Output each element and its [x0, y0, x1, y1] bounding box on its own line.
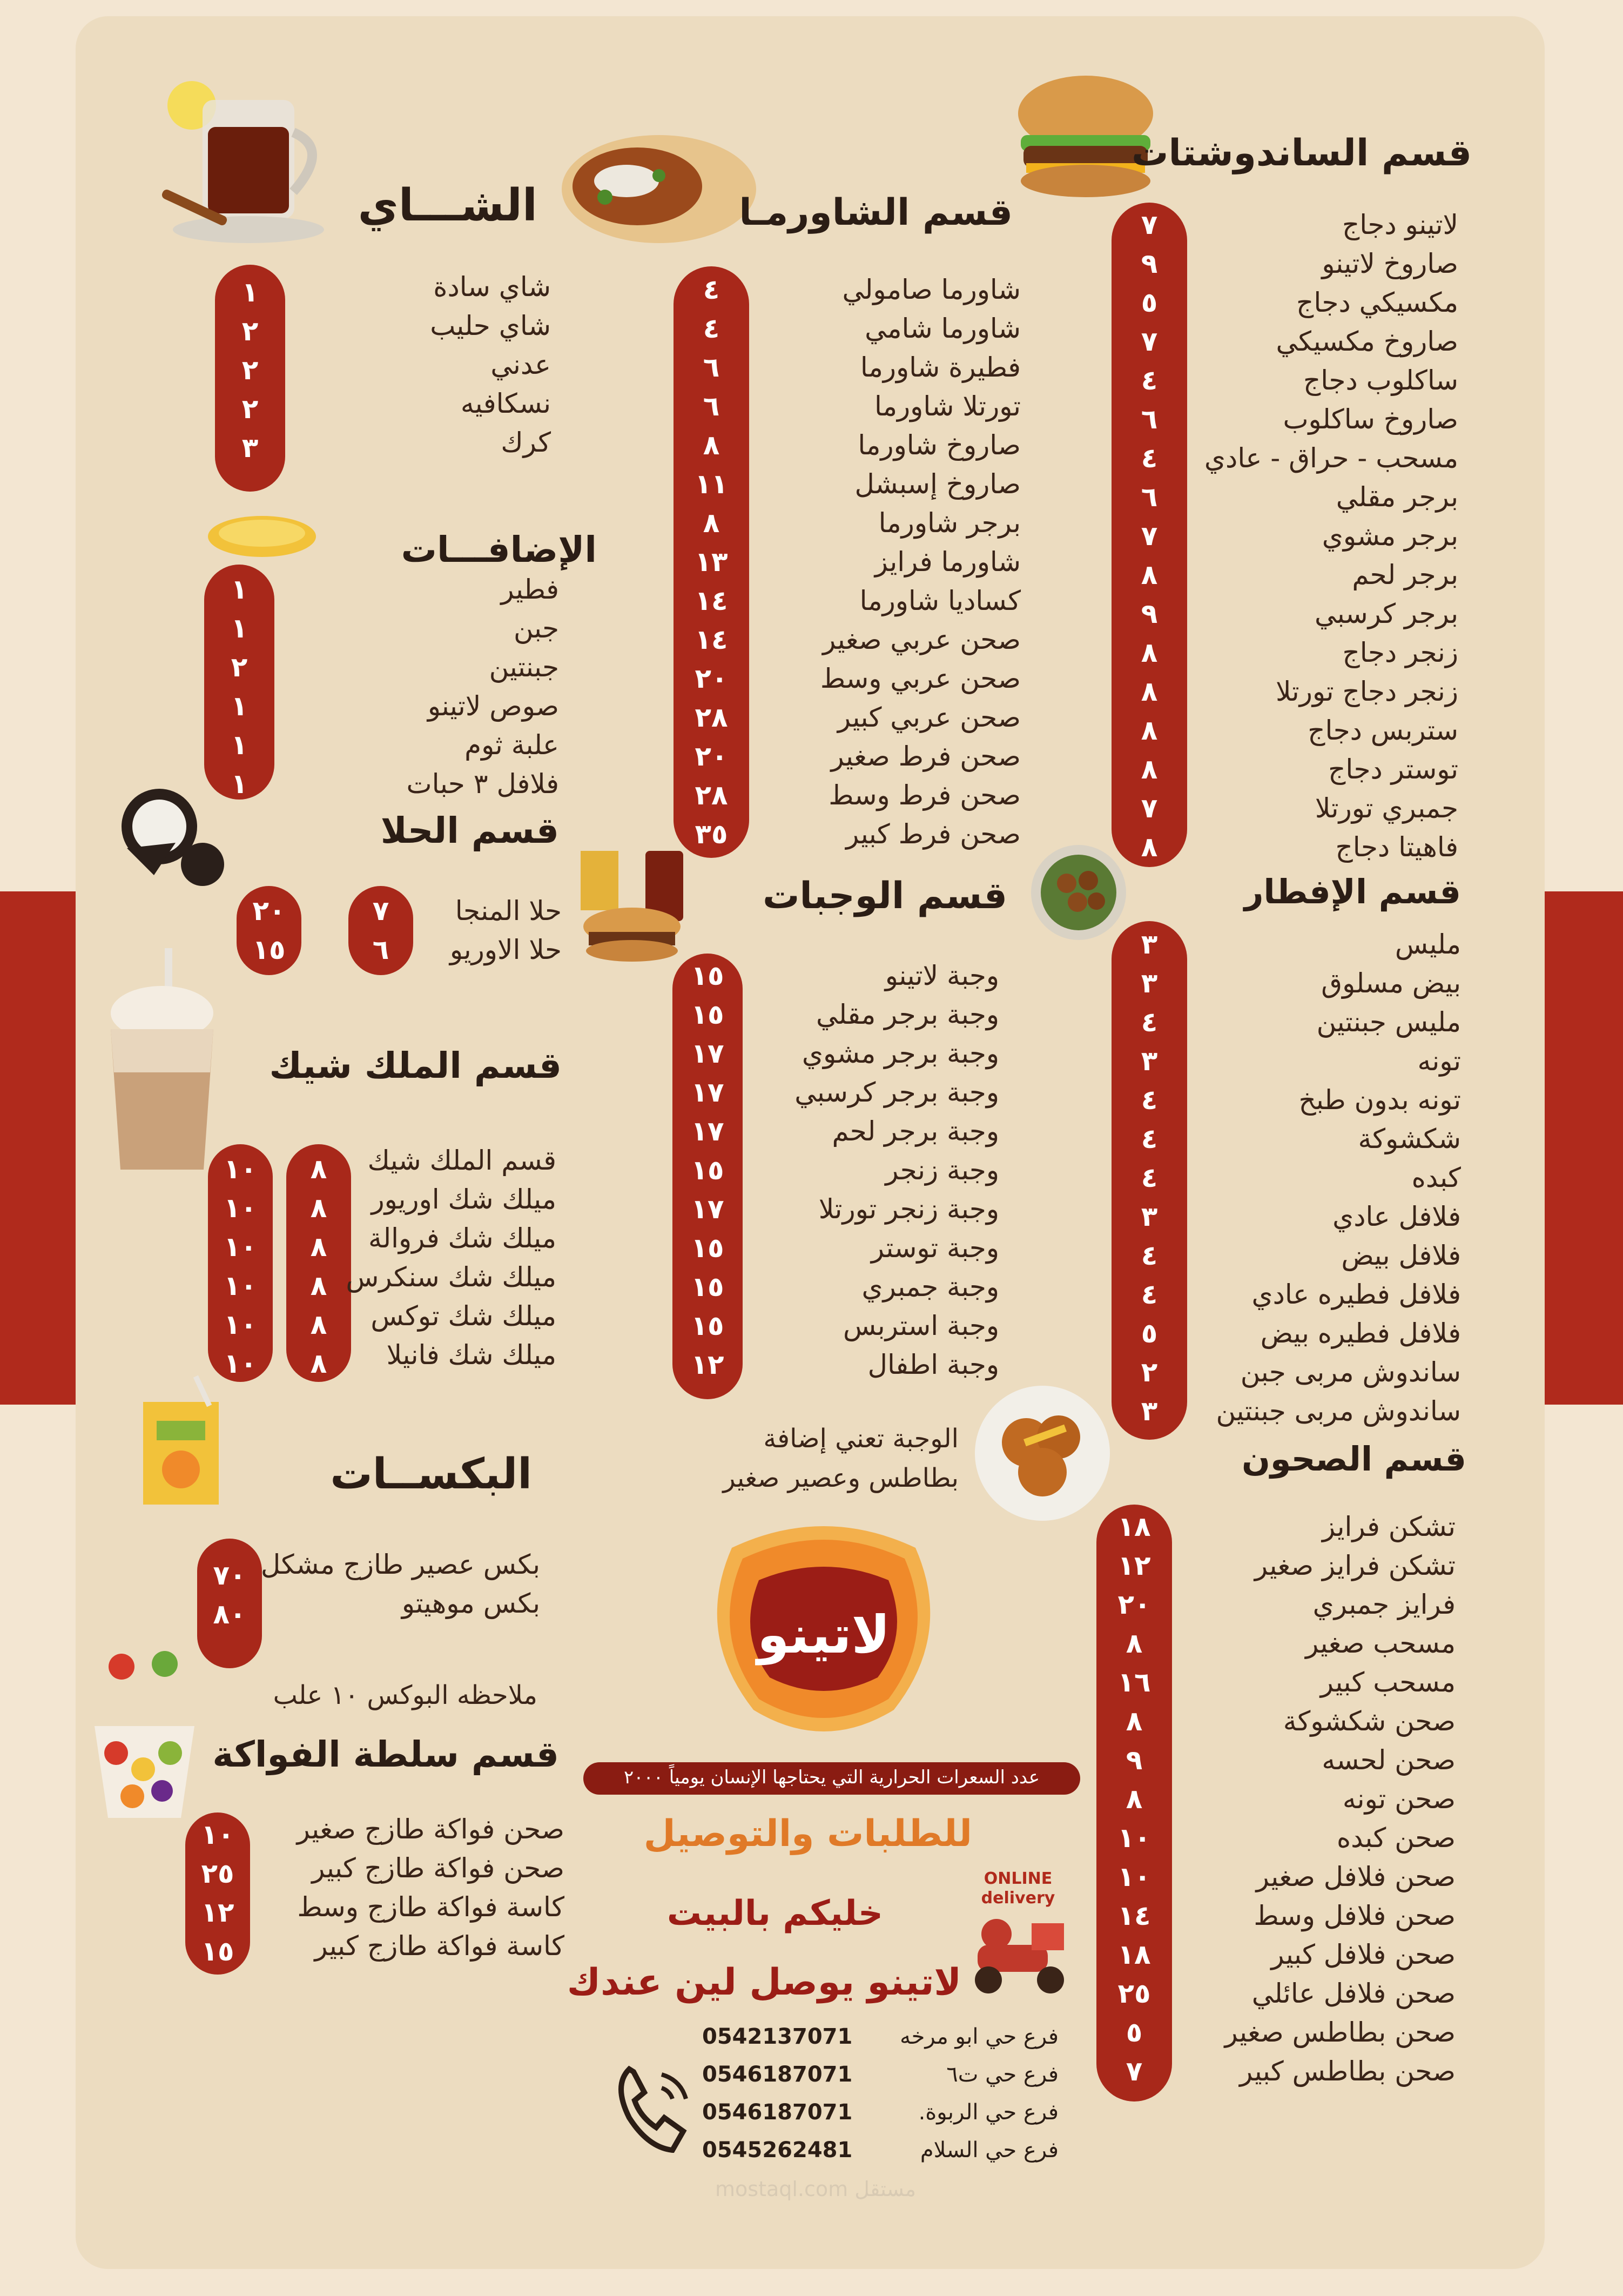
- price: ٢٠: [695, 663, 728, 694]
- branch-row: [702, 2056, 1059, 2093]
- meals-title: قسم الوجبات: [763, 875, 1007, 917]
- promo-stay-home: خليكم بالبيت: [666, 1894, 883, 1934]
- tea-image: [154, 68, 348, 254]
- price: ١٥: [252, 934, 286, 965]
- price: ٧٠: [213, 1560, 246, 1591]
- menu-item: جبنتين: [489, 652, 559, 683]
- price: ١٦: [1117, 1667, 1151, 1698]
- price: ٨: [310, 1192, 327, 1224]
- price: ١٢: [201, 1897, 234, 1928]
- tea-title: الشـــاي: [358, 180, 537, 231]
- price: ١٤: [695, 585, 728, 616]
- price: ٧: [1126, 2056, 1143, 2087]
- menu-item: مسحب - حراق - عادي: [1204, 442, 1458, 474]
- price: ٤: [1141, 1084, 1158, 1116]
- price: ٨: [1141, 831, 1158, 863]
- sandwiches-title: قسم الساندوشتات: [1132, 132, 1472, 174]
- menu-item: شاورما شامي: [865, 313, 1021, 344]
- menu-item: فلافل عادي: [1332, 1201, 1461, 1232]
- price: ١٠: [1117, 1822, 1151, 1854]
- menu-item: ساندوش مربى جبنتين: [1216, 1395, 1461, 1427]
- meals-list: [751, 956, 999, 1384]
- price: ١٥: [691, 960, 724, 991]
- menu-item: صاروخ لاتينو: [1322, 248, 1458, 279]
- breakfast-title: قسم الإفطار: [1244, 872, 1461, 911]
- milkshake-list: [340, 1141, 556, 1374]
- menu-item: كساديا شاورما: [859, 585, 1021, 616]
- fruit-salad-title: قسم سلطة الفواكة: [212, 1734, 559, 1775]
- menu-item: صحن فواكة طازج صغير: [297, 1814, 564, 1845]
- menu-item: برجر لحم: [1352, 559, 1458, 590]
- menu-item: مسحب كبير: [1320, 1667, 1456, 1698]
- menu-item: فطير: [501, 574, 559, 605]
- price: ١٥: [691, 1310, 724, 1341]
- menu-item: برجر كرسبي: [1315, 598, 1458, 629]
- price: ١٥: [691, 1271, 724, 1303]
- price: ١٨: [1117, 1511, 1151, 1542]
- price: ٢: [231, 652, 248, 683]
- branch-row: [702, 2093, 1059, 2131]
- price: ٧: [1141, 209, 1158, 240]
- price: ٨: [1126, 1783, 1143, 1815]
- menu-item: شاي سادة: [433, 271, 551, 303]
- price: ١٨: [1117, 1939, 1151, 1970]
- menu-item: وجبة جمبري: [861, 1271, 999, 1303]
- price: ١٥: [691, 999, 724, 1030]
- menu-item: وجبة برجر لحم: [832, 1116, 999, 1147]
- fruit-salad-image: [84, 1645, 205, 1823]
- menu-item: وجبة زنجر: [885, 1154, 999, 1186]
- price: ١٠: [224, 1153, 257, 1185]
- branch-row: [702, 2018, 1059, 2056]
- menu-item: فلافل فطيره بيض: [1260, 1318, 1461, 1349]
- logo-text: لاتينو: [757, 1604, 891, 1665]
- menu-item: فطيرة شاورما: [860, 352, 1021, 383]
- promo-delivery: لاتينو يوصل لين عندك: [567, 1961, 961, 2004]
- price: ٨: [1141, 559, 1158, 590]
- price: ٣: [1141, 1395, 1158, 1427]
- menu-item: ميلك شك فانيلا: [386, 1339, 556, 1371]
- menu-item: كرك: [501, 427, 551, 458]
- price: ٨: [310, 1231, 327, 1263]
- price: ٨: [703, 429, 720, 461]
- menu-item: تونه بدون طبخ: [1298, 1084, 1461, 1116]
- sweets-prices-b: [237, 891, 301, 969]
- menu-item: حلا الاوريو: [449, 934, 562, 965]
- menu-item: ستربس دجاج: [1308, 715, 1458, 746]
- menu-item: وجبة استربس: [843, 1310, 999, 1341]
- price: ٣: [1141, 929, 1158, 960]
- price: ٤: [1141, 1162, 1158, 1193]
- menu-item: وجبة برجر مقلي: [816, 999, 999, 1030]
- menu-item: ميلك شك اوريور: [371, 1184, 556, 1215]
- menu-item: فرايز جمبري: [1312, 1589, 1456, 1620]
- menu-item: مليس: [1395, 929, 1461, 960]
- price: ٥: [1141, 287, 1158, 318]
- menu-item: صحن تونه: [1342, 1783, 1456, 1815]
- menu-item: زنجر دجاج تورتلا: [1275, 676, 1458, 707]
- price: ٨: [1141, 676, 1158, 707]
- menu-item: برجر مشوي: [1322, 520, 1458, 552]
- boxes-note: ملاحظه البوكس ١٠ علب: [273, 1680, 537, 1710]
- price: ٣: [1141, 968, 1158, 999]
- price: ٦: [703, 391, 720, 422]
- price: ٩: [1141, 248, 1158, 279]
- price: ١٢: [1117, 1550, 1151, 1581]
- price: ١٧: [691, 1116, 724, 1147]
- price: ١٠: [224, 1348, 257, 1379]
- price: ١٥: [691, 1232, 724, 1264]
- price: ٢٠: [252, 895, 286, 927]
- online-delivery-badge: ONLINE delivery: [981, 1869, 1055, 1908]
- price: ٤: [1141, 442, 1158, 474]
- calories-text: عدد السعرات الحرارية التي يحتاجها الإنسان يومياً ٢٠٠٠: [623, 1767, 1040, 1788]
- sandwiches-list: [1156, 205, 1458, 867]
- menu-item: صاروخ مكسيكي: [1276, 326, 1458, 357]
- price: ١٥: [691, 1154, 724, 1186]
- branch-phone[interactable]: 0545262481: [702, 2138, 853, 2163]
- menu-item: وجبة توستر: [871, 1232, 999, 1264]
- menu-item: صحن لحسه: [1322, 1744, 1456, 1776]
- menu-item: شاي حليب: [430, 310, 551, 341]
- price: ١٢: [691, 1349, 724, 1380]
- price: ١٧: [691, 1038, 724, 1069]
- price: ٦: [1141, 404, 1158, 435]
- menu-item: بكس موهيتو: [401, 1588, 540, 1619]
- shawarma-list: [762, 270, 1021, 854]
- menu-item: صحن فرط وسط: [829, 780, 1021, 811]
- branch-name: فرع حي السلام: [920, 2138, 1059, 2163]
- price: ٨: [1141, 637, 1158, 668]
- milkshake-prices-b: [208, 1150, 273, 1383]
- menu-item: صحن عربي صغير: [823, 624, 1021, 655]
- price: ١٠: [224, 1192, 257, 1224]
- menu-item: صحن بطاطس صغير: [1224, 2017, 1456, 2048]
- menu-item: صحن فلافل كبير: [1271, 1939, 1456, 1970]
- shawarma-title: قسم الشاورمـا: [739, 191, 1013, 234]
- menu-item: قسم الملك شيك: [367, 1145, 556, 1176]
- menu-item: جمبري تورتلا: [1315, 793, 1458, 824]
- menu-item: صحن فرط صغير: [831, 741, 1021, 772]
- price: ١٠: [224, 1231, 257, 1263]
- additions-title: الإضافـــات: [401, 529, 597, 570]
- price: ٢٠: [695, 741, 728, 772]
- latino-logo: [699, 1515, 948, 1748]
- menu-item: حلا المنجا: [455, 895, 562, 927]
- menu-item: وجبة اطفال: [867, 1349, 999, 1380]
- price: ٨: [310, 1270, 327, 1301]
- price: ٤: [703, 313, 720, 344]
- menu-item: فلافل بيض: [1341, 1240, 1461, 1271]
- menu-item: كاسة فواكة طازج وسط: [297, 1891, 564, 1923]
- menu-item: شاورما صامولي: [842, 274, 1021, 305]
- meals-note-line2: بطاطس وعصير صغير: [723, 1463, 959, 1493]
- price: ١: [231, 613, 248, 644]
- price: ٩: [1126, 1744, 1143, 1776]
- meals-prices: [672, 956, 743, 1384]
- menu-item: تشكن فرايز صغير: [1254, 1550, 1456, 1581]
- menu-item: فلافل ٣ حبات: [406, 768, 559, 800]
- menu-item: شاورما فرايز: [874, 546, 1021, 578]
- price: ١٠: [224, 1270, 257, 1301]
- price: ١٧: [691, 1193, 724, 1225]
- price: ٨: [1141, 715, 1158, 746]
- price: ٨: [310, 1309, 327, 1340]
- menu-item: جبن: [513, 613, 559, 644]
- menu-item: كاسة فواكة طازج كبير: [314, 1930, 564, 1962]
- branch-phone[interactable]: 0546187071: [702, 2100, 853, 2125]
- menu-item: صحن كبده: [1336, 1822, 1456, 1854]
- price: ٣: [241, 432, 259, 464]
- menu-item: وجبة برجر كرسبي: [794, 1077, 999, 1108]
- price: ٢٨: [695, 780, 728, 811]
- menu-item: علبة ثوم: [464, 729, 559, 761]
- price: ٨: [1126, 1628, 1143, 1659]
- shawarma-prices: [674, 270, 749, 854]
- meal-image: [570, 845, 694, 964]
- sweets-list: [400, 891, 562, 969]
- price: ١: [231, 574, 248, 605]
- menu-item: مكسيكي دجاج: [1296, 287, 1458, 318]
- price: ٢٠: [1117, 1589, 1151, 1620]
- price: ٣: [1141, 1201, 1158, 1232]
- price: ٤: [1141, 365, 1158, 396]
- price: ٨: [1126, 1706, 1143, 1737]
- delivery-scooter-image: [956, 1858, 1080, 1999]
- additions-prices: [204, 570, 274, 803]
- price: ١٤: [1117, 1900, 1151, 1931]
- branch-phone[interactable]: 0546187071: [702, 2062, 853, 2087]
- menu-item: صحن فرط كبير: [846, 818, 1021, 850]
- price: ٧: [1141, 520, 1158, 552]
- price: ٢٥: [1117, 1978, 1151, 2009]
- fried-chicken-image: [972, 1383, 1113, 1523]
- menu-item: برجر مقلي: [1336, 481, 1458, 513]
- menu-item: ميلك شك سنكرس: [346, 1261, 556, 1293]
- menu-item: صحن شكشوكة: [1283, 1706, 1456, 1737]
- menu-item: تورتلا شاورما: [874, 391, 1021, 422]
- branch-list: [702, 2018, 1059, 2169]
- price: ٨: [310, 1153, 327, 1185]
- price: ٨: [1141, 754, 1158, 785]
- price: ١٠: [1117, 1861, 1151, 1892]
- branch-row: [702, 2131, 1059, 2169]
- menu-item: ميلك شك توكس: [371, 1300, 556, 1332]
- price: ٤: [1141, 1279, 1158, 1310]
- menu-item: برجر شاورما: [878, 507, 1021, 539]
- milkshake-image: [100, 943, 224, 1180]
- phone-icon: [608, 2058, 697, 2153]
- price: ٨: [703, 507, 720, 539]
- menu-item: صحن عربي وسط: [820, 663, 1021, 694]
- milkshake-title: قسم الملك شيك: [269, 1045, 562, 1086]
- menu-item: تونه: [1417, 1045, 1461, 1077]
- menu-item: صاروخ إسبشل: [854, 468, 1021, 500]
- price: ٤: [1141, 1006, 1158, 1038]
- menu-item: صاروخ شاورما: [858, 429, 1021, 461]
- sweets-title: قسم الحلا: [380, 810, 559, 851]
- price: ٩: [1141, 598, 1158, 629]
- menu-item: فاهيتا دجاج: [1335, 831, 1458, 863]
- menu-item: صحن فلافل عائلي: [1251, 1978, 1456, 2009]
- price: ٦: [1141, 481, 1158, 513]
- price: ٣٥: [695, 818, 728, 850]
- menu-item: مسحب صغير: [1305, 1628, 1456, 1659]
- menu-item: عدني: [490, 349, 551, 380]
- shawarma-image: [556, 127, 762, 251]
- boxes-list: [238, 1545, 540, 1623]
- branch-name: فرع حي الربوة.: [918, 2100, 1059, 2125]
- plates-list: [1153, 1507, 1456, 2091]
- cheese-image: [205, 511, 319, 559]
- fruit-salad-prices: [185, 1815, 250, 1971]
- price: ٢: [241, 354, 259, 386]
- menu-item: بيض مسلوق: [1321, 968, 1461, 999]
- watermark: مستقل mostaql.com: [715, 2177, 916, 2201]
- menu-item: صحن عربي كبير: [837, 702, 1021, 733]
- menu-item: ميلك شك فروالة: [368, 1223, 556, 1254]
- meals-note-line1: الوجبة تعني إضافة: [763, 1424, 959, 1454]
- price: ١٧: [691, 1077, 724, 1108]
- price: ٧: [372, 895, 389, 927]
- price: ١٤: [695, 624, 728, 655]
- price: ٤: [1141, 1240, 1158, 1271]
- price: ١٠: [224, 1309, 257, 1340]
- branch-name: فرع حي ت٦: [946, 2062, 1059, 2087]
- price: ١: [241, 277, 259, 308]
- menu-item: نسكافيه: [460, 388, 551, 419]
- price: ٢: [241, 393, 259, 425]
- menu-item: صحن بطاطس كبير: [1240, 2056, 1456, 2087]
- plates-title: قسم الصحون: [1242, 1439, 1466, 1479]
- price: ١٠: [201, 1819, 234, 1850]
- fruit-salad-list: [273, 1810, 564, 1965]
- menu-item: وجبة برجر مشوي: [802, 1038, 999, 1069]
- menu-item: لاتينو دجاج: [1342, 209, 1458, 240]
- menu-item: صحن فلافل صغير: [1256, 1861, 1456, 1892]
- menu-item: بكس عصير طازج مشكل: [260, 1549, 540, 1580]
- menu-item: وجبة زنجر تورتلا: [818, 1193, 999, 1225]
- tea-prices: [215, 273, 285, 467]
- menu-item: صاروخ ساكلوب: [1283, 404, 1458, 435]
- promo-orders: للطلبات والتوصيل: [643, 1812, 972, 1855]
- price: ٨: [310, 1348, 327, 1379]
- menu-item: ساندوش مربى جبن: [1240, 1357, 1461, 1388]
- price: ١١: [695, 468, 728, 500]
- price: ١: [231, 729, 248, 761]
- branch-name: فرع حي ابو مرخه: [900, 2024, 1059, 2049]
- juice-box-image: [127, 1369, 235, 1510]
- oreo-image: [95, 773, 240, 897]
- boxes-title: البكســات: [330, 1450, 532, 1499]
- menu-item: فلافل فطيره عادي: [1251, 1279, 1461, 1310]
- price: ٤: [1141, 1123, 1158, 1154]
- menu-item: وجبة لاتينو: [885, 960, 999, 991]
- price: ٦: [372, 934, 389, 965]
- branch-phone[interactable]: 0542137071: [702, 2024, 853, 2049]
- menu-item: كبده: [1411, 1162, 1461, 1193]
- menu-item: صوص لاتينو: [427, 690, 559, 722]
- price: ٥: [1126, 2017, 1143, 2048]
- price: ٢٥: [201, 1858, 234, 1889]
- menu-item: ساكلوب دجاج: [1303, 365, 1458, 396]
- price: ٧: [1141, 326, 1158, 357]
- price: ٢: [241, 315, 259, 347]
- price: ٢٨: [695, 702, 728, 733]
- menu-item: صحن فلافل وسط: [1254, 1900, 1456, 1931]
- menu-item: توستر دجاج: [1328, 754, 1458, 785]
- price: ٢: [1141, 1357, 1158, 1388]
- price: ٥: [1141, 1318, 1158, 1349]
- price: ١٥: [201, 1936, 234, 1967]
- menu-item: شكشوكة: [1358, 1123, 1461, 1154]
- price: ٣: [1141, 1045, 1158, 1077]
- breakfast-list: [1159, 925, 1461, 1431]
- menu-item: زنجر دجاج: [1342, 637, 1458, 668]
- additions-list: [354, 570, 559, 803]
- menu-item: مليس جبنتين: [1316, 1006, 1461, 1038]
- price: ١: [231, 768, 248, 800]
- menu-item: صحن فواكة طازج كبير: [312, 1852, 564, 1884]
- price: ٤: [703, 274, 720, 305]
- price: ٨٠: [213, 1599, 246, 1630]
- menu-item: تشكن فرايز: [1322, 1511, 1456, 1542]
- tea-list: [356, 267, 551, 462]
- price: ١: [231, 690, 248, 722]
- price: ١٣: [695, 546, 728, 578]
- price: ٧: [1141, 793, 1158, 824]
- price: ٦: [703, 352, 720, 383]
